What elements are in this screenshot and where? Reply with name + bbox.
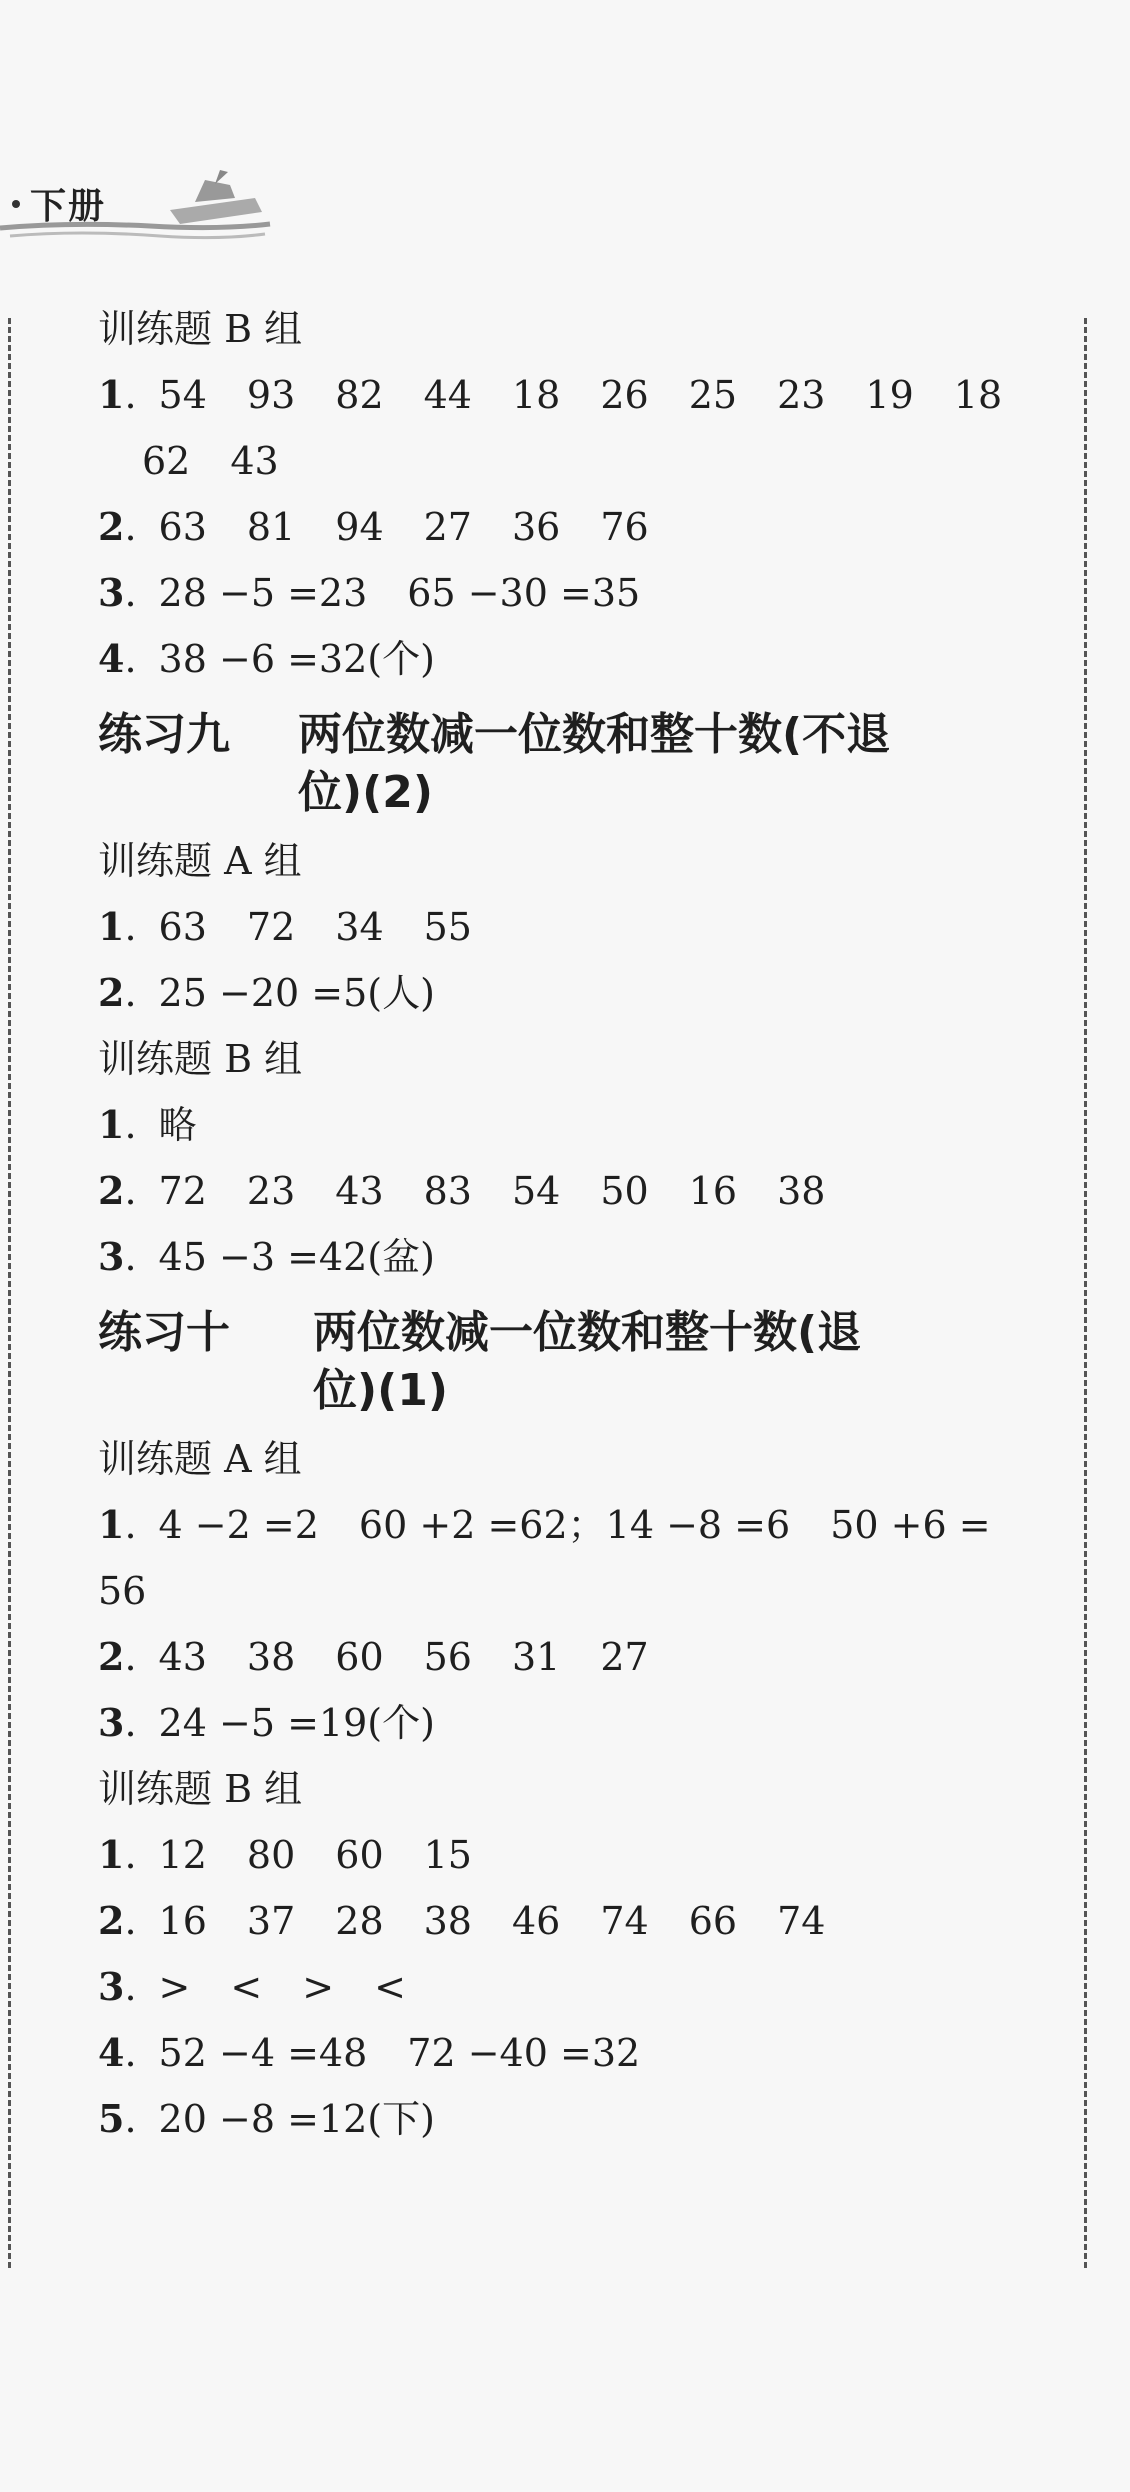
answer-item — [98, 904, 1058, 949]
answer-value: 25 −20 =5(人) — [158, 971, 435, 1015]
section-heading — [98, 706, 1058, 822]
item-number: 4 — [98, 636, 125, 681]
exercise-group-heading: 训练题 B 组 — [98, 1767, 303, 1811]
item-number: 3 — [98, 1234, 125, 1279]
answer-value: 74 — [777, 1899, 826, 1943]
answer-value: 28 — [335, 1899, 384, 1943]
answer-item — [98, 1898, 1058, 1943]
item-number: 5 — [98, 2096, 125, 2141]
answer-item — [98, 636, 1058, 681]
exercise-group-heading: 训练题 B 组 — [98, 307, 303, 351]
answer-value: 54 — [158, 373, 207, 417]
item-number: 1 — [98, 1832, 125, 1877]
answer-value: 80 — [246, 1833, 296, 1877]
answer-value: 43 — [335, 1169, 384, 1213]
answer-value: 20 −8 =12(下) — [158, 2097, 435, 2141]
answer-value: < — [374, 1965, 406, 2009]
answer-value: 37 — [246, 1899, 296, 1943]
answer-value: 23 — [246, 1169, 296, 1213]
answer-value: 55 — [423, 905, 472, 949]
answer-value: 50 +6 = — [830, 1503, 991, 1547]
answer-value: 52 −4 =48 — [158, 2031, 368, 2075]
answer-item — [98, 1234, 1058, 1279]
item-number-dot: . — [124, 1899, 137, 1943]
answer-value: 63 — [158, 905, 207, 949]
answer-value: 50 — [600, 1169, 649, 1213]
item-number: 4 — [98, 2030, 125, 2075]
section-heading — [98, 1304, 1058, 1420]
answer-value: 18 — [953, 373, 1003, 417]
exercise-group-heading: 训练题 A 组 — [98, 839, 302, 883]
item-number: 3 — [98, 1700, 125, 1745]
answer-value: 83 — [423, 1169, 472, 1213]
item-number-dot: . — [124, 905, 137, 949]
answer-value: 16 — [688, 1169, 738, 1213]
cut-line-left — [8, 318, 11, 2268]
answer-value: 63 — [158, 505, 207, 549]
item-number: 1 — [98, 1502, 125, 1547]
item-number-dot: . — [124, 1103, 137, 1147]
answer-value: 28 −5 =23 — [158, 571, 368, 615]
answer-value: 16 — [158, 1899, 207, 1943]
item-number: 2 — [98, 1168, 125, 1213]
answer-value: < — [230, 1965, 263, 2009]
answer-item — [98, 970, 1058, 1015]
answer-value: > — [158, 1965, 191, 2009]
answer-value: 76 — [600, 505, 649, 549]
answer-value: 24 −5 =19(个) — [158, 1701, 435, 1745]
section-number: 练习十 — [98, 1307, 230, 1358]
answer-item — [98, 570, 1058, 615]
item-number-dot: . — [124, 1635, 137, 1679]
answer-item — [98, 1832, 1058, 1877]
item-number: 3 — [98, 570, 125, 615]
item-number-dot: . — [124, 1701, 137, 1745]
answer-value: 27 — [600, 1635, 649, 1679]
page-title: 下册 — [30, 186, 107, 227]
answer-value: 56 — [423, 1635, 472, 1679]
answer-continuation — [142, 439, 1058, 483]
answer-continuation — [98, 1569, 1058, 1613]
answer-value: 65 −30 =35 — [407, 571, 641, 615]
cut-line-right — [1084, 318, 1087, 2268]
answer-value: 略 — [158, 1103, 197, 1147]
item-number-dot: . — [124, 571, 137, 615]
answer-value: 12 — [158, 1833, 207, 1877]
item-number: 2 — [98, 1634, 125, 1679]
answer-value: 15 — [423, 1833, 472, 1877]
section-title-continued: 位)(1) — [313, 1365, 448, 1416]
item-number: 1 — [98, 372, 125, 417]
answer-value: 54 — [511, 1169, 561, 1213]
answer-value: 25 — [688, 373, 738, 417]
answer-value: 62 — [142, 439, 191, 483]
answer-value: 26 — [600, 373, 649, 417]
answer-value: 18 — [511, 373, 561, 417]
answer-value: 44 — [423, 373, 472, 417]
header-dot — [12, 200, 20, 208]
section-number: 练习九 — [98, 709, 230, 760]
answer-value: 56 — [98, 1569, 147, 1613]
answer-item — [98, 372, 1058, 417]
answer-item — [98, 1700, 1058, 1745]
answer-value: 93 — [246, 373, 296, 417]
item-number: 2 — [98, 504, 125, 549]
answer-value: 81 — [246, 505, 296, 549]
item-number: 2 — [98, 1898, 125, 1943]
item-number-dot: . — [124, 505, 137, 549]
answer-value: 34 — [335, 905, 384, 949]
answer-item — [98, 1502, 1058, 1547]
item-number-dot: . — [124, 2031, 137, 2075]
answer-item — [98, 2030, 1058, 2075]
answer-value: 23 — [777, 373, 826, 417]
answer-item — [98, 1634, 1058, 1679]
answer-value: 45 −3 =42(盆) — [158, 1235, 435, 1279]
item-number-dot: . — [124, 1169, 137, 1213]
answer-value: 82 — [335, 373, 384, 417]
answer-content — [98, 307, 1058, 2166]
exercise-group-heading: 训练题 A 组 — [98, 1437, 302, 1481]
item-number-dot: . — [124, 1503, 137, 1547]
answer-value: 94 — [335, 505, 384, 549]
answer-value: 60 — [335, 1635, 384, 1679]
answer-value: 43 — [158, 1635, 207, 1679]
item-number-dot: . — [124, 1965, 137, 2009]
item-number: 1 — [98, 1102, 125, 1147]
answer-value: 66 — [688, 1899, 738, 1943]
item-number-dot: . — [124, 1833, 137, 1877]
item-number: 1 — [98, 904, 125, 949]
answer-value: > — [302, 1965, 335, 2009]
answer-item — [98, 504, 1058, 549]
answer-value: 38 −6 =32(个) — [158, 637, 435, 681]
answer-value: 31 — [511, 1635, 561, 1679]
answer-value: 38 — [777, 1169, 826, 1213]
page-header — [0, 150, 300, 260]
answer-value: 38 — [423, 1899, 472, 1943]
answer-value: 19 — [865, 373, 914, 417]
answer-value: 60 +2 =62；14 −8 =6 — [358, 1503, 791, 1547]
answer-value: 43 — [230, 439, 279, 483]
answer-value: 46 — [511, 1899, 561, 1943]
answer-item — [98, 2096, 1058, 2141]
item-number-dot: . — [124, 1235, 137, 1279]
answer-value: 72 — [246, 905, 296, 949]
item-number-dot: . — [124, 373, 137, 417]
item-number: 2 — [98, 970, 125, 1015]
item-number-dot: . — [124, 637, 137, 681]
answer-value: 60 — [335, 1833, 384, 1877]
section-title: 两位数减一位数和整十数(退 — [313, 1307, 862, 1358]
item-number-dot: . — [124, 971, 137, 1015]
answer-value: 4 −2 =2 — [158, 1503, 319, 1547]
answer-value: 74 — [600, 1899, 649, 1943]
answer-item — [98, 1964, 1058, 2009]
answer-value: 36 — [511, 505, 561, 549]
section-title: 两位数减一位数和整十数(不退 — [298, 709, 891, 760]
item-number: 3 — [98, 1964, 125, 2009]
section-title-continued: 位)(2) — [298, 767, 433, 818]
answer-value: 27 — [423, 505, 472, 549]
answer-item — [98, 1168, 1058, 1213]
answer-value: 72 — [158, 1169, 207, 1213]
answer-value: 38 — [246, 1635, 296, 1679]
answer-item — [98, 1102, 1058, 1147]
item-number-dot: . — [124, 2097, 137, 2141]
answer-value: 72 −40 =32 — [407, 2031, 641, 2075]
exercise-group-heading: 训练题 B 组 — [98, 1037, 303, 1081]
